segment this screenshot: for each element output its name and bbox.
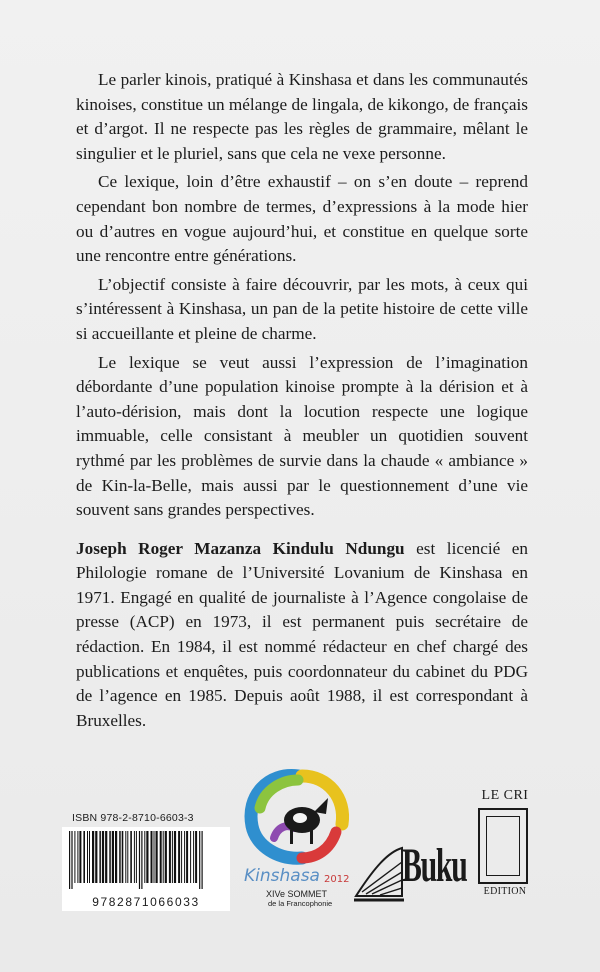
barcode-bar — [160, 831, 162, 883]
paragraph-3: L’objectif consiste à faire découvrir, par les mots, à ceux qui s’intéressent à Kinshasa, un pan de la petite histoire de cette ville si accueillante et pleine de charme. — [76, 274, 528, 343]
barcode-bar — [156, 831, 158, 883]
barcode-bar — [172, 831, 173, 883]
barcode-bar — [87, 831, 88, 883]
author-bio-text: est licencié en Philologie romane de l’Université Lovanium de Kinshasa en 1971. Engagé en qualité de journaliste à l’Agence congolaise de presse (ACP) en 1973, il est permanent puis secrétaire de rédaction. En 1984, il est nommé rédacteur en chef chargé des publications et enquêtes, puis coordonnateur du cabinet du PDG de l’agence en 1985. Depuis août 1988, il est correspondant à Bruxelles. — [76, 538, 528, 730]
buku-logo — [352, 828, 467, 904]
barcode — [62, 812, 230, 911]
barcode-bar — [199, 831, 200, 889]
barcode-bar — [119, 831, 121, 883]
author-name: Joseph Roger Mazanza Kindulu Ndungu — [76, 538, 405, 558]
barcode-bar — [89, 831, 90, 883]
barcode-bar — [169, 831, 171, 883]
barcode-bar — [202, 831, 203, 889]
barcode-bar — [190, 831, 191, 883]
barcode-bar — [134, 831, 135, 883]
barcode-bar — [193, 831, 194, 883]
barcode-box — [62, 827, 230, 911]
barcode-bar — [92, 831, 94, 883]
buku-wordmark: Buku — [402, 839, 467, 892]
author-bio — [76, 537, 528, 734]
barcode-bar — [163, 831, 164, 883]
barcode-bar — [151, 831, 153, 883]
barcode-bar — [184, 831, 185, 883]
lecri-publisher-logo — [474, 788, 536, 904]
barcode-bar — [77, 831, 78, 883]
barcode-bar — [154, 831, 155, 883]
barcode-bar — [74, 831, 75, 883]
barcode-bar — [174, 831, 176, 883]
barcode-bar — [83, 831, 85, 883]
barcode-bar — [115, 831, 117, 883]
barcode-bar — [146, 831, 148, 883]
barcode-bar — [186, 831, 188, 883]
barcode-bar — [112, 831, 114, 883]
francophonie-summit-logo — [238, 768, 358, 918]
barcode-bars — [66, 831, 226, 889]
paragraph-4: Le lexique se veut aussi l’expression de l’imagination débordante d’une population kinoise prompte à la dérision et à l’auto-dérision, mais dont la locution respecte une logique immuable, celle consistant à meubler un quotidien souvent rythmé par les problèmes de survie dans la chaude « ambiance » de Kin-la-Belle, mais aussi par le questionnement d’une vie souvent sans grandes perspectives. — [76, 352, 528, 520]
barcode-bar — [130, 831, 132, 883]
summit-year: 2012 — [324, 874, 350, 885]
summit-emblem-icon — [238, 768, 358, 868]
barcode-bar — [139, 831, 140, 889]
lecri-name: LE CRI — [481, 788, 529, 803]
barcode-digits: 9782871066033 — [92, 895, 200, 909]
barcode-bar — [125, 831, 126, 883]
lecri-inner-frame — [486, 816, 520, 876]
barcode-bar — [178, 831, 180, 883]
barcode-bar — [181, 831, 182, 883]
barcode-bar — [127, 831, 128, 883]
barcode-bar — [136, 831, 137, 883]
barcode-bar — [102, 831, 104, 883]
paragraph-1: Le parler kinois, pratiqué à Kinshasa et dans les communautés kinoises, constitue un mélange de lingala, de kikongo, de français et d’argot. Il ne respecte pas les règles de grammaire, mêlant le singulier et le pluriel, sans que cela ne vexe personne. — [76, 70, 528, 163]
paragraph-2: Ce lexique, loin d’être exhaustif – on s’en doute – reprend cependant bon nombre de termes, d’expressions à la mode hier ou d’autres en vogue aujourd’hui, et constitue en quelque sorte une rencontre entre générations. — [76, 172, 528, 266]
barcode-bar — [144, 831, 145, 883]
barcode-bar — [69, 831, 70, 889]
barcode-bar — [122, 831, 124, 883]
barcode-bar — [71, 831, 72, 889]
barcode-bar — [79, 831, 81, 883]
barcode-bar — [99, 831, 101, 883]
summit-title: XIVe SOMMET — [266, 889, 328, 899]
lecri-edition: EDITION — [483, 886, 527, 897]
lecri-frame — [478, 808, 528, 884]
back-cover-text — [76, 68, 528, 737]
barcode-bar — [141, 831, 142, 889]
barcode-bar — [95, 831, 97, 883]
isbn-label: ISBN 978-2-8710-6603-3 — [72, 812, 194, 824]
summit-subtitle: de la Francophonie — [268, 899, 333, 908]
barcode-bar — [165, 831, 167, 883]
barcode-bar — [105, 831, 107, 883]
barcode-bar — [195, 831, 197, 883]
barcode-bar — [109, 831, 111, 883]
summit-city: Kinshasa — [244, 866, 320, 886]
